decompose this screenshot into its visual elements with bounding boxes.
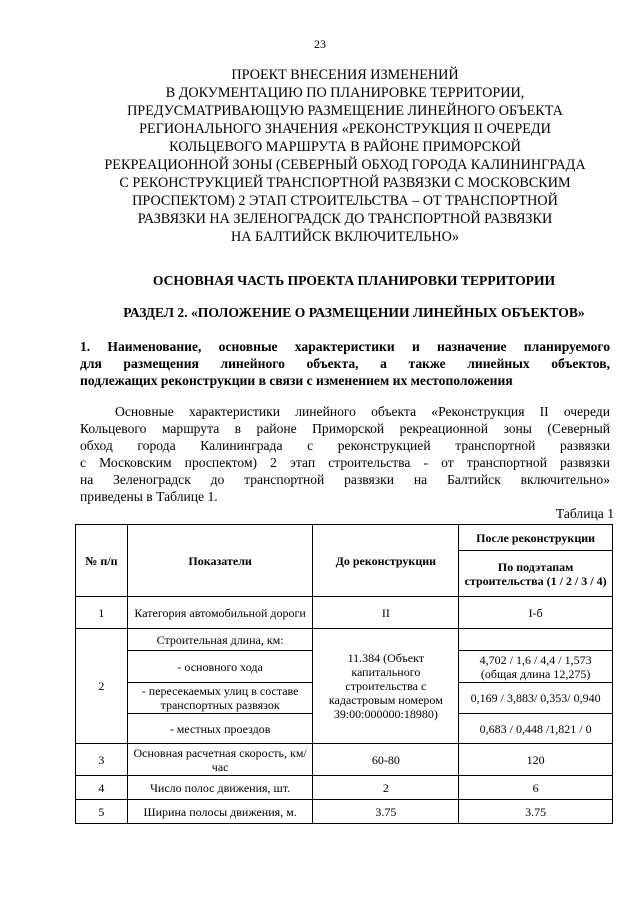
body-paragraph <box>80 403 610 505</box>
table-row <box>76 597 613 629</box>
header-indicators: Показатели <box>127 525 313 597</box>
cell-indicator: Ширина полосы движения, м. <box>127 800 313 824</box>
characteristics-table <box>75 524 613 824</box>
main-heading: ОСНОВНАЯ ЧАСТЬ ПРОЕКТА ПЛАНИРОВКИ ТЕРРИТОРИИ <box>152 273 556 288</box>
header-before: До реконструкции <box>313 525 459 597</box>
paragraph-line: обход города Калининграда с реконструкцией транспортной развязки <box>80 438 610 453</box>
cell-after: 0,169 / 3,883/ 0,353/ 0,940 <box>459 683 613 714</box>
cell-indicator: - пересекаемых улиц в составе транспортных развязок <box>127 683 313 714</box>
title-line: НА БАЛТИЙСК ВКЛЮЧИТЕЛЬНО» <box>230 229 460 245</box>
subheading <box>80 338 610 389</box>
title-line: ПРОЕКТ ВНЕСЕНИЯ ИЗМЕНЕНИЙ <box>231 67 459 83</box>
header-number: № п/п <box>76 525 128 597</box>
table-row <box>76 776 613 800</box>
header-stages: По подэтапам строительства (1 / 2 / 3 / 4) <box>459 551 613 597</box>
cell-after: I-б <box>459 597 613 629</box>
cell-number: 2 <box>76 629 128 744</box>
cell-before: 60-80 <box>313 744 459 776</box>
cell-after: 120 <box>459 744 613 776</box>
header-after: После реконструкции <box>459 525 613 551</box>
page-number: 23 <box>314 37 326 51</box>
paragraph-line: Основные характеристики линейного объекта «Реконструкция II очереди <box>115 404 610 419</box>
cell-after: 6 <box>459 776 613 800</box>
cell-after: 0,683 / 0,448 /1,821 / 0 <box>459 714 613 744</box>
table-caption: Таблица 1 <box>555 506 614 521</box>
cell-after: 4,702 / 1,6 / 4,4 / 1,573 (общая длина 12,275) <box>459 651 613 683</box>
paragraph-line: Кольцевого маршрута в районе Приморской рекреационной зоны (Северный <box>80 421 610 436</box>
paragraph-line: с Московским проспектом) 2 этап строительства - от транспортной развязки <box>80 455 610 470</box>
paragraph-line: на Зеленоградск до транспортной развязки на Балтийск включительно» <box>80 472 610 487</box>
cell-after: 3.75 <box>459 800 613 824</box>
cell-number: 4 <box>76 776 128 800</box>
table-row <box>76 744 613 776</box>
cell-indicator: Строительная длина, км: <box>127 629 313 651</box>
table-row <box>76 629 613 651</box>
cell-number: 3 <box>76 744 128 776</box>
cell-before: 11.384 (Объект капитального строительства с кадастровым номером 39:00:000000:18980) <box>313 629 459 744</box>
title-line: ПРЕДУСМАТРИВАЮЩУЮ РАЗМЕЩЕНИЕ ЛИНЕЙНОГО ОБЪЕКТА <box>127 103 563 119</box>
cell-indicator: - местных проездов <box>127 714 313 744</box>
cell-indicator: Категория автомобильной дороги <box>127 597 313 629</box>
paragraph-line: приведены в Таблице 1. <box>80 489 218 504</box>
title-line: РАЗВЯЗКИ НА ЗЕЛЕНОГРАДСК ДО ТРАНСПОРТНОЙ РАЗВЯЗКИ <box>137 211 553 227</box>
subheading-line: 1. Наименование, основные характеристики и назначение планируемого <box>80 339 610 354</box>
section-heading: РАЗДЕЛ 2. «ПОЛОЖЕНИЕ О РАЗМЕЩЕНИИ ЛИНЕЙНЫХ ОБЪЕКТОВ» <box>123 305 585 320</box>
cell-indicator: Число полос движения, шт. <box>127 776 313 800</box>
cell-before: II <box>313 597 459 629</box>
cell-number: 1 <box>76 597 128 629</box>
title-line: РЕГИОНАЛЬНОГО ЗНАЧЕНИЯ «РЕКОНСТРУКЦИЯ II ОЧЕРЕДИ <box>139 121 551 137</box>
title-line: КОЛЬЦЕВОГО МАРШРУТА В РАЙОНЕ ПРИМОРСКОЙ <box>169 139 521 155</box>
title-line: ПРОСПЕКТОМ) 2 ЭТАП СТРОИТЕЛЬСТВА – ОТ ТРАНСПОРТНОЙ <box>132 193 558 209</box>
subheading-line: подлежащих реконструкции в связи с изменением их местоположения <box>80 373 513 388</box>
cell-indicator: - основного хода <box>127 651 313 683</box>
document-title <box>60 66 630 246</box>
cell-before: 3.75 <box>313 800 459 824</box>
cell-before: 2 <box>313 776 459 800</box>
title-line: РЕКРЕАЦИОННОЙ ЗОНЫ (СЕВЕРНЫЙ ОБХОД ГОРОДА КАЛИНИНГРАДА <box>104 157 586 173</box>
table-header-row <box>76 525 613 551</box>
cell-after <box>459 629 613 651</box>
subheading-line: для размещения линейного объекта, а также линейных объектов, <box>80 356 610 371</box>
title-line: В ДОКУМЕНТАЦИЮ ПО ПЛАНИРОВКЕ ТЕРРИТОРИИ, <box>165 85 525 101</box>
table-row <box>76 800 613 824</box>
cell-indicator: Основная расчетная скорость, км/час <box>127 744 313 776</box>
title-line: С РЕКОНСТРУКЦИЕЙ ТРАНСПОРТНОЙ РАЗВЯЗКИ С МОСКОВСКИМ <box>119 175 571 191</box>
cell-number: 5 <box>76 800 128 824</box>
